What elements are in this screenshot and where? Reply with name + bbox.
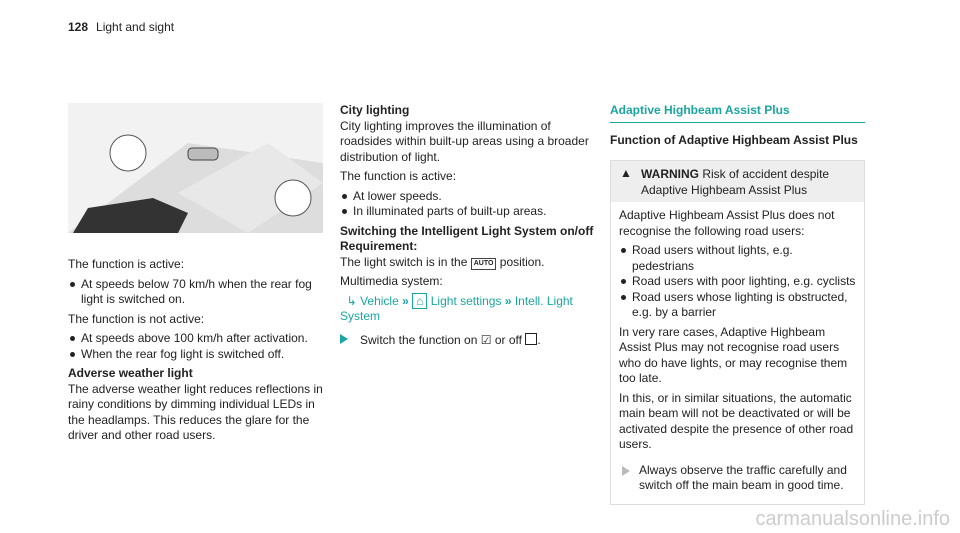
heading: Adverse weather light [68, 366, 193, 380]
text: Switch the function on [360, 332, 478, 347]
list-item: Road users with poor lighting, e.g. cyclists [619, 274, 856, 290]
watermark: carmanualsonline.info [755, 507, 950, 530]
warning-icon: ▲ [620, 166, 632, 180]
text: Always observe the traffic carefully and switch off the main beam in good time. [639, 462, 847, 492]
subtitle: Function of Adaptive Highbeam Assist Plus [610, 132, 858, 147]
warning-label: WARNING [641, 167, 699, 181]
text: The function is active: [68, 257, 185, 271]
menu-path [340, 294, 600, 325]
text: The function is active: [340, 169, 457, 183]
text: position. [499, 254, 545, 269]
path-vehicle[interactable]: Vehicle [360, 293, 399, 308]
step-arrow-icon [622, 466, 630, 476]
list-item: Road users without lights, e.g. pedestrians [619, 243, 856, 274]
text: City lighting improves the illumination of roadsides within built-up areas using a broader distribution of light. [340, 118, 589, 164]
step-arrow-icon [340, 334, 348, 344]
heading: City lighting [340, 103, 410, 117]
headlight-icon: ⌂ [412, 293, 427, 309]
section-title: Adaptive Highbeam Assist Plus [610, 103, 865, 123]
chevron-icon: » [402, 293, 409, 308]
text: Multimedia system: [340, 274, 443, 288]
text: The function is not active: [68, 311, 205, 326]
list-item: Road users whose lighting is obstructed, e.g. by a barrier [619, 290, 856, 321]
chevron-icon: » [504, 293, 512, 308]
page-header [68, 20, 174, 36]
section-name: Light and sight [96, 20, 175, 34]
requirement-label: Requirement: [340, 239, 418, 253]
checkbox-on-icon: ☑ [480, 332, 492, 347]
list-item: At speeds below 70 km/h when the rear fog light is switched on. [68, 277, 323, 308]
text: The light switch is in the [340, 254, 468, 269]
text: In this, or in similar situations, the automatic main beam will not be deactivated or will be activated despite the presence of other road users. [619, 390, 854, 451]
text: In very rare cases, Adaptive Highbeam Assist Plus may not recognise road users who do have lights, or may recognise them too late. [619, 324, 848, 385]
path-intell-light-system[interactable]: Intell. Light System [340, 293, 573, 323]
list-item: In illuminated parts of built-up areas. [340, 204, 600, 220]
list-item: When the rear fog light is switched off. [68, 347, 323, 363]
warning-box [610, 160, 865, 505]
auto-icon: AUTO [471, 258, 497, 270]
list-item: At speeds above 100 km/h after activation. [68, 331, 323, 347]
illustration-night-road [68, 103, 323, 233]
heading: Switching the Intelligent Light System on/off [340, 223, 594, 238]
checkbox-off-icon [525, 333, 537, 345]
list-item: At lower speeds. [340, 189, 600, 205]
arrow-icon: ↳ [346, 293, 357, 308]
text: The adverse weather light reduces reflections in rainy conditions by dimming individual LEDs in the headlamps. This reduces the glare for the driver and other road users. [68, 381, 323, 442]
text: . [537, 332, 541, 347]
warning-title: Risk of accident despite Adaptive Highbeam Assist Plus [641, 167, 830, 197]
path-light-settings[interactable]: Light settings [430, 293, 502, 308]
text: or off [494, 332, 522, 347]
page-number: 128 [68, 20, 89, 34]
text: Adaptive Highbeam Assist Plus does not recognise the following road users: [619, 208, 835, 238]
